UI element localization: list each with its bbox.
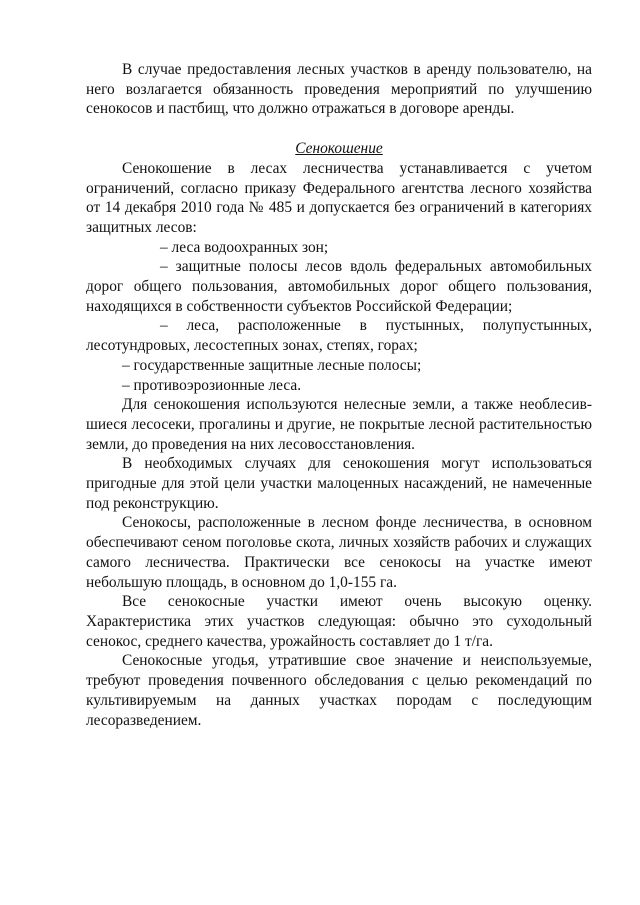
document-page: [86, 60, 592, 730]
list-item-anti-erosion: – противоэрозионные леса.: [122, 376, 302, 394]
paragraph-non-forest-lands: Для сенокошения используются нелесные земли, а также необлесившиеся лесосеки, прогалины и другие, не покрытые лесной растительностью земли, до проведения на них лесовосстановления.: [86, 396, 592, 453]
paragraph-hayfields-supply: Сенокосы, расположенные в лесном фонде лесничества, в основном обеспечивают сеном поголовье скота, личных хозяйств рабочих и служащих самого лесничества. Практически все сенокосы на участке имеют небольшую площадь, в основном до 1,0-155 га.: [86, 514, 592, 591]
paragraph-low-value-stands: В необходимых случаях для сенокошения могут использоваться пригодные для этой цели участки малоценных насаждений, не намеченные под реконструкцию.: [86, 455, 592, 512]
list-item-state-strips: – государственные защитные лесные полосы;: [122, 356, 422, 374]
paragraph-haymaking-rules: Сенокошение в лесах лесничества устанавливается с учетом ограничений, согласно приказу Федерального агентства лесного хозяйства от 14 декабря 2010 года № 485 и допускается без ограничений в категориях защитных лесов:: [86, 159, 592, 236]
paragraph-abandoned-lands: Сенокосные угодья, утратившие свое значение и неиспользуемые, требуют проведения почвенного обследования с целью рекомендаций по культивируемым на данных участках породам с последующим лесоразведением.: [86, 652, 592, 729]
intro-paragraph: В случае предоставления лесных участков в аренду пользователю, на него возлагается обязанность проведения мероприятий по улучшению сенокосов и пастбищ, что должно отражаться в договоре аренды.: [86, 61, 592, 118]
paragraph-hayfield-rating: Все сенокосные участки имеют очень высокую оценку. Характеристика этих участков следующая: обычно это суходольный сенокос, среднего качества, урожайность составляет до 1 т/га.: [86, 593, 592, 650]
list-item-protective-strips: – защитные полосы лесов вдоль федеральных автомобильных дорог общего пользования, автомобильных дорог общего пользования, находящихся в собственности субъектов Российской Федерации;: [86, 258, 592, 315]
list-item-desert-forests: – леса, расположенные в пустынных, полупустынных, лесотундровых, лесостепных зонах, степях, горах;: [86, 317, 592, 355]
section-heading: Сенокошение: [295, 140, 383, 158]
list-item-water-protection: – леса водоохранных зон;: [160, 238, 329, 256]
